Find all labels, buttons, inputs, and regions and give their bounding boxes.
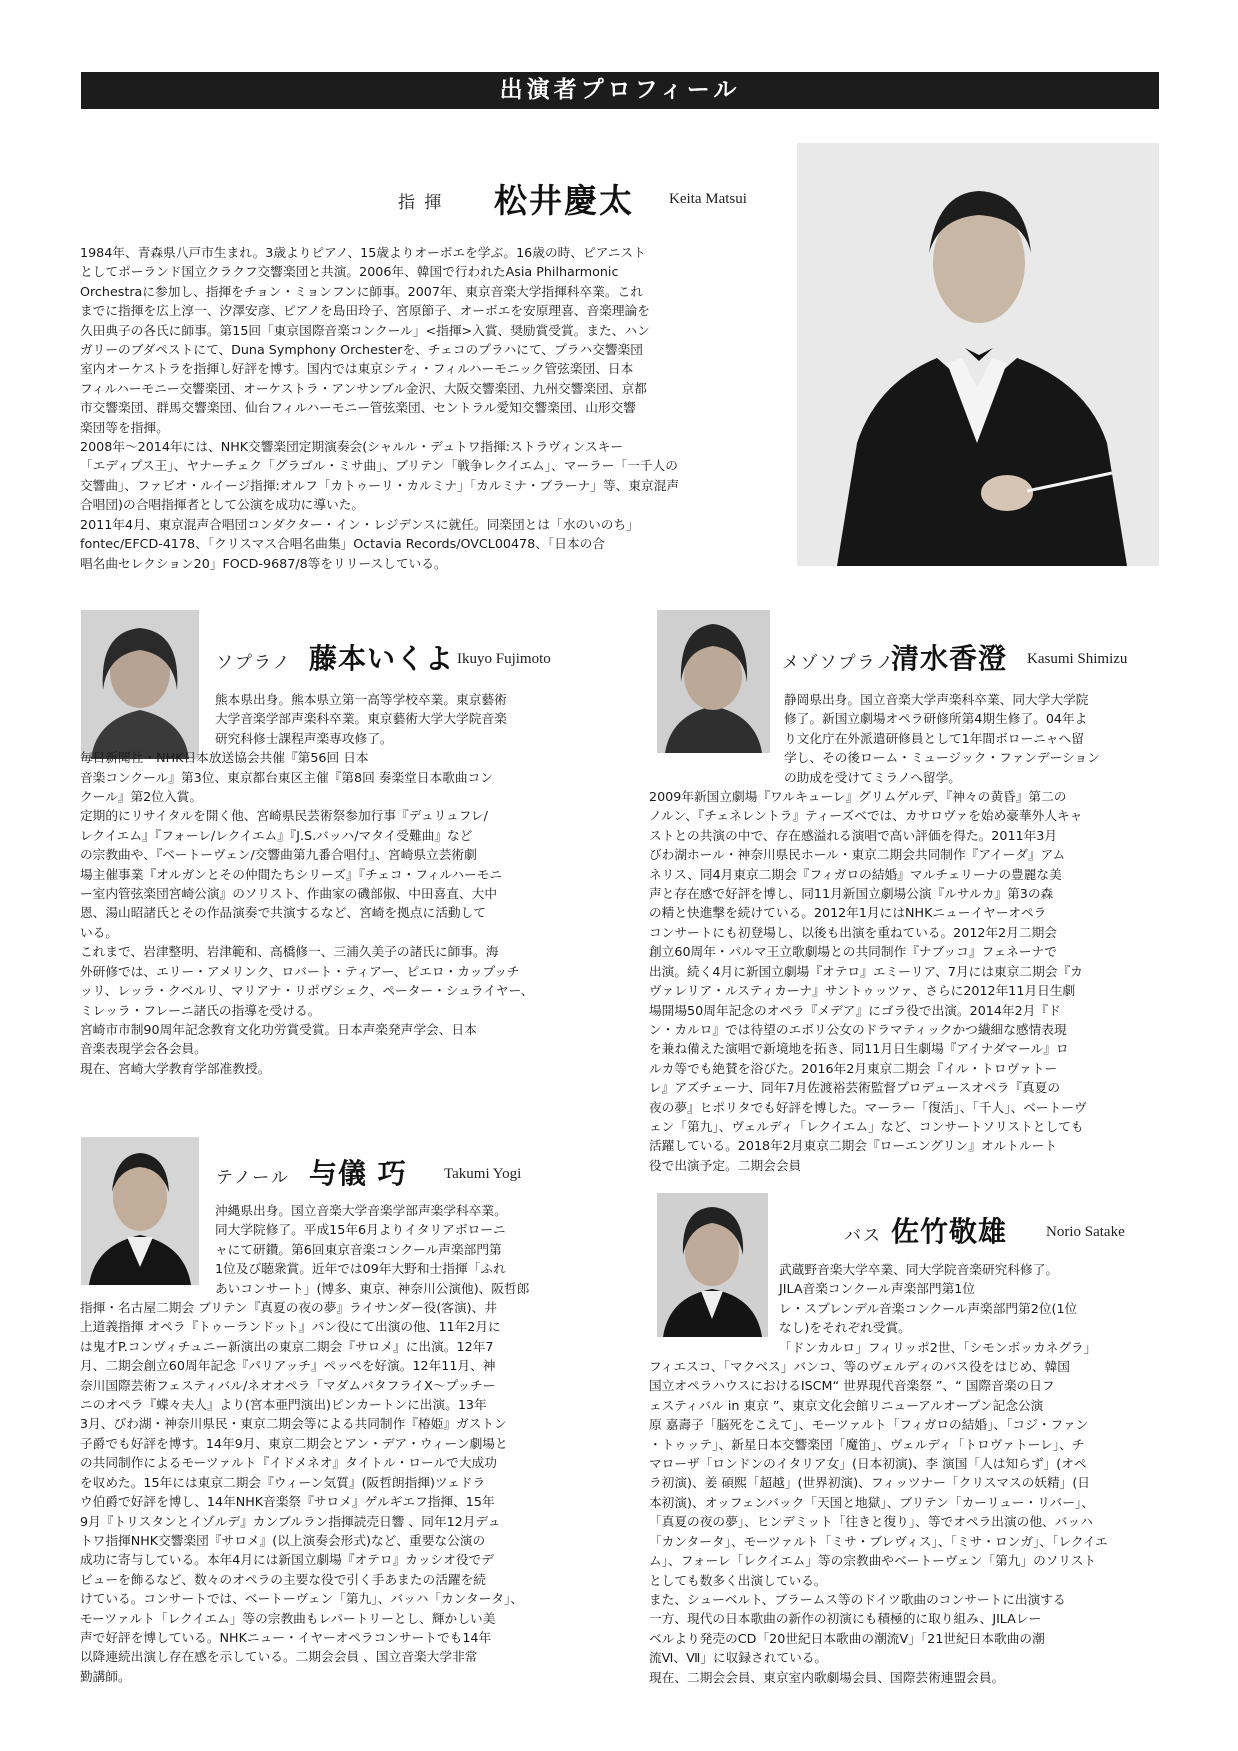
- tenor-name: 与儀 巧: [309, 1157, 407, 1190]
- soprano-bio-line: ッリ、レッラ・クベルリ、マリアナ・リポヴシェク、ペーター・シュライヤー、: [80, 983, 534, 999]
- soprano-bio-line: 宮崎市市制90周年記念教育文化功労賞受賞。日本声楽発声学会、日本: [80, 1021, 477, 1037]
- conductor-bio-line: 久田典子の各氏に師事。第15回「東京国際音楽コンクール」<指揮>入賞、奨励賞受賞。また、ハン: [80, 322, 650, 338]
- mezzo-bio-line: 役で出演予定。二期会会員: [649, 1157, 802, 1173]
- mezzo-bio-line: ェン「第九」、ヴェルディ「レクイエム」など、コンサートソリストとしても: [649, 1118, 1084, 1134]
- conductor-bio-line: 唱名曲セレクション20」FOCD-9687/8等をリリースしている。: [80, 555, 447, 571]
- soprano-bio-line: 音楽コンクール』第3位、東京都台東区主催『第8回 奏楽堂日本歌曲コン: [80, 769, 493, 785]
- tenor-bio-line: 指揮・名古屋二期会 ブリテン『真夏の夜の夢』ライサンダー役(客演)、井: [80, 1300, 498, 1316]
- mezzo-bio-line: 夜の夢』ヒポリタでも好評を博した。マーラー「復活」、「千人」、ベートーヴ: [649, 1099, 1087, 1115]
- mezzo-roman-name: Kasumi Shimizu: [1027, 651, 1128, 667]
- bass-bio-line: 一方、現代の日本歌曲の新作の初演にも積極的に取り組み、JILAレー: [649, 1611, 1042, 1627]
- conductor-bio-line: 1984年、青森県八戸市生まれ。3歳よりピアノ、15歳よりオーボエを学ぶ。16歳の時、ピアニスト: [80, 245, 646, 260]
- bass-bio-line: ・トゥッテ」、新星日本交響楽団「魔笛」、ヴェルディ「トロヴァトーレ」、チ: [649, 1436, 1085, 1452]
- mezzo-bio-line: 活躍している。2018年2月東京二期会『ローエングリン』オルトルート: [649, 1138, 1058, 1154]
- conductor-role: 指 揮: [398, 193, 444, 213]
- soprano-bio-line: 毎日新聞社・NHK日本放送協会共催『第56回 日本: [80, 750, 369, 766]
- tenor-bio-line: けている。コンサートでは、ベートーヴェン「第九」、バッハ「カンタータ」、: [80, 1591, 524, 1607]
- mezzo-bio-line: り文化庁在外派遣研修員として1年間ボローニャへ留: [784, 730, 1084, 746]
- mezzo-role: メゾソプラノ: [782, 653, 895, 673]
- mezzo-bio-line: レ』アズチェーナ、同年7月佐渡裕芸術監督プロデュースオペラ『真夏の: [649, 1080, 1061, 1096]
- mezzo-bio-line: 修了。新国立劇場オペラ研修所第4期生修了。04年よ: [784, 711, 1088, 727]
- mezzo-bio-line: ノルン、『チェネレントラ』ティーズベでは、カサロヴァを始め豪華外人キャ: [649, 808, 1083, 824]
- tenor-bio: [80, 1201, 580, 1686]
- conductor-bio-line: Orchestraに参加し、指揮をチョン・ミョンフンに師事。2007年、東京音楽大学指揮科卒業。これ: [80, 283, 643, 299]
- soprano-bio-line: クール』第2位入賞。: [80, 789, 203, 805]
- tenor-bio-line: 同大学院修了。平成15年6月よりイタリアボローニ: [215, 1222, 506, 1238]
- conductor-name: 松井慶太: [494, 181, 634, 220]
- tenor-bio-line: あいコンサート」(博多、東京、神奈川公演他)、阪哲郎: [215, 1280, 530, 1296]
- bass-bio-line: フィエスコ、「マクベス」バンコ、等のヴェルディのバス役をはじめ、韓国: [649, 1359, 1070, 1375]
- bass-bio-line: ェスティバル in 東京 ”、東京文化会館リニューアルオープン記念公演: [649, 1397, 1044, 1413]
- conductor-bio-line: 2011年4月、東京混声合唱団コンダクター・イン・レジデンスに就任。同楽団とは「水のいのち」: [80, 516, 639, 532]
- conductor-bio-line: 交響曲」、ファビオ・ルイージ指揮:オルフ「カトゥーリ・カルミナ」「カルミナ・ブラーナ」等、東京混声: [80, 477, 680, 493]
- mezzo-bio-line: 創立60周年・パルマ王立歌劇場との共同制作『ナブッコ』フェネーナで: [649, 944, 1057, 960]
- mezzo-bio-line: の助成を受けてミラノへ留学。: [784, 769, 961, 785]
- tenor-role: テノール: [216, 1168, 290, 1188]
- soprano-name: 藤本いくよ: [309, 642, 455, 675]
- tenor-bio-line: 勤講師。: [80, 1668, 131, 1684]
- bass-bio-line: なし)をそれぞれ受賞。: [779, 1320, 911, 1336]
- soprano-bio: [80, 690, 580, 1078]
- tenor-bio-line: を収めた。15年には東京二期会『ウィーン気質』(阪哲朗指揮)ツェドラ: [80, 1474, 486, 1490]
- tenor-bio-line: 以降連続出演し存在感を示している。二期会会員 、国立音楽大学非常: [80, 1649, 478, 1665]
- section-title: 出演者プロフィール: [81, 72, 1159, 109]
- mezzo-bio-line: を兼ね備えた演唱で新境地を拓き、同11月日生劇場『アイナダマール』ロ: [649, 1041, 1069, 1057]
- conductor-bio: [80, 243, 780, 573]
- tenor-bio-line: の共同制作によるモーツァルト『イドメネオ』タイトル・ロールで大成功: [80, 1455, 497, 1471]
- soprano-bio-line: 場主催事業『オルガンとその仲間たちシリーズ』『チェコ・フィルハーモニ: [80, 866, 503, 882]
- soprano-bio-line: 現在、宮崎大学教育学部准教授。: [80, 1060, 271, 1076]
- tenor-bio-line: 沖縄県出身。国立音楽大学音楽学部声楽学科卒業。: [215, 1203, 507, 1218]
- tenor-bio-line: ニのオペラ『蝶々夫人』より(宮本亜門演出)ピンカートンに出演。13年: [80, 1397, 487, 1413]
- bass-bio-line: 「カンタータ」、モーツァルト「ミサ・ブレヴィス」、「ミサ・ロンガ」、「レクイエ: [649, 1533, 1108, 1549]
- conductor-bio-line: フィルハーモニー交響楽団、オーケストラ・アンサンブル金沢、大阪交響楽団、九州交響楽団、京都: [80, 380, 647, 396]
- conductor-photo: [797, 143, 1159, 566]
- mezzo-bio-line: の精と快進撃を続けている。2012年1月にはNHKニューイヤーオペラ: [649, 905, 1047, 921]
- bass-bio-line: としても数多く出演している。: [649, 1572, 827, 1588]
- mezzo-bio-line: ネリス、同4月東京二期会『フィガロの結婚』マルチェリーナの豊麗な美: [649, 866, 1062, 882]
- tenor-bio-line: 声で好評を博している。NHKニュー・イヤーオペラコンサートでも14年: [80, 1629, 492, 1645]
- soprano-role: ソプラノ: [216, 653, 292, 673]
- mezzo-name: 清水香澄: [891, 642, 1008, 675]
- conductor-bio-line: 楽団等を指揮。: [80, 419, 169, 435]
- soprano-bio-line: 音楽表現学会各会員。: [80, 1041, 207, 1057]
- conductor-roman-name: Keita Matsui: [669, 191, 747, 207]
- soprano-bio-line: 熊本県出身。熊本県立第一高等学校卒業。東京藝術: [215, 692, 507, 707]
- soprano-bio-line: これまで、岩津整明、岩津範和、高橋修一、三浦久美子の諸氏に師事。海: [80, 944, 499, 960]
- soprano-bio-line: 研究科修士課程声楽専攻修了。: [215, 730, 393, 746]
- tenor-bio-line: は鬼才P.コンヴィチュニー新演出の東京二期会『サロメ』に出演。12年7: [80, 1338, 494, 1354]
- tenor-bio-line: トワ指揮NHK交響楽団『サロメ』(以上演奏会形式)など、重要な公演の: [80, 1532, 486, 1548]
- tenor-bio-line: 奈川国際芸術フェスティバル/ネオオペラ「マダムバタフライX～プッチー: [80, 1377, 496, 1393]
- soprano-bio-line: 大学音楽学部声楽科卒業。東京藝術大学大学院音楽: [215, 711, 507, 727]
- bass-bio-line: 現在、二期会会員、東京室内歌劇場会員、国際芸術連盟会員。: [649, 1669, 1005, 1685]
- mezzo-bio-line: 学し、その後ローム・ミュージック・ファンデーション: [784, 750, 1100, 766]
- conductor-bio-line: 「エディプス王」、ヤナーチェク「グラゴル・ミサ曲」、ブリテン「戦争レクイエム」、マーラー「一千人の: [80, 458, 678, 474]
- bass-bio-line: ラ初演)、姜 碩熙「超越」(世界初演)、フィッツナー「クリスマスの妖精」(日: [649, 1475, 1090, 1491]
- mezzo-bio-line: 声と存在感で好評を博し、同11月新国立劇場公演『ルサルカ』第3の森: [649, 886, 1054, 902]
- conductor-bio-line: fontec/EFCD-4178、「クリスマス合唱名曲集」Octavia Records/OVCL00478、「日本の合: [80, 536, 605, 552]
- tenor-bio-line: 上道義指揮 オペラ『トゥーランドット』パン役にて出演の他、11年2月に: [80, 1319, 501, 1335]
- mezzo-bio: [649, 690, 1159, 1175]
- tenor-bio-line: 子爵でも好評を博す。14年9月、東京二期会とアン・デア・ウィーン劇場と: [80, 1435, 508, 1451]
- bass-bio-line: 武蔵野音楽大学卒業、同大学院音楽研究科修了。: [779, 1262, 1059, 1277]
- mezzo-bio-line: ン・カルロ』では待望のエボリ公女のドラマティックかつ繊細な感情表現: [649, 1021, 1067, 1037]
- soprano-bio-line: 定期的にリサイタルを開く他、宮崎県民芸術祭参加行事『デュリュフレ/: [80, 808, 488, 824]
- mezzo-bio-line: 出演。続く4月に新国立劇場『オテロ』エミーリア、7月には東京二期会『カ: [649, 963, 1083, 979]
- tenor-bio-line: ウ伯爵で好評を博し、14年NHK音楽祭『サロメ』ゲルギエフ指揮、15年: [80, 1494, 495, 1510]
- mezzo-bio-line: 2009年新国立劇場『ワルキューレ』グリムゲルデ、『神々の黄昏』第二の: [649, 789, 1067, 805]
- tenor-roman-name: Takumi Yogi: [444, 1166, 522, 1182]
- conductor-bio-line: までに指揮を広上淳一、汐澤安彦、ピアノを島田玲子、宮原節子、オーボエを安原理喜、音楽理論を: [80, 303, 650, 319]
- mezzo-bio-line: 場開場50周年記念のオペラ『メデア』にゴラ役で出演。2014年2月『ド: [649, 1002, 1061, 1018]
- conductor-bio-line: としてポーランド国立クラクフ交響楽団と共演。2006年、韓国で行われたAsia Philharmonic: [80, 264, 619, 280]
- soprano-bio-line: ー室内管弦楽団宮崎公演』のソリスト、作曲家の磯部俶、中田喜直、大中: [80, 886, 498, 902]
- mezzo-bio-line: 静岡県出身。国立音楽大学声楽科卒業、同大学大学院: [784, 692, 1089, 707]
- bass-roman-name: Norio Satake: [1046, 1224, 1125, 1240]
- tenor-bio-line: 3月、びわ湖・神奈川県民・東京二期会等による共同制作『椿姫』ガストン: [80, 1416, 507, 1432]
- bass-bio-line: 「真夏の夜の夢」、ヒンデミット「往きと復り」、等でオペラ出演の他、バッハ: [649, 1514, 1093, 1530]
- tenor-bio-line: 1位及び聴衆賞。近年では09年大野和士指揮「ふれ: [215, 1261, 506, 1277]
- conductor-bio-line: 室内オーケストラを指揮し好評を博す。国内では東京シティ・フィルハーモニック管弦楽団、日本: [80, 361, 634, 377]
- conductor-bio-line: 合唱団)の合唱指揮者として公演を成功に導いた。: [80, 497, 365, 513]
- mezzo-bio-line: びわ湖ホール・神奈川県民ホール・東京二期会共同制作『アイーダ』アム: [649, 847, 1066, 863]
- tenor-bio-line: ビューを飾るなど、数々のオペラの主要な役で引く手あまたの活躍を続: [80, 1571, 486, 1587]
- soprano-bio-line: レクイエム』『フォーレ/レクイエム』『J.S.バッハ/マタイ受難曲』など: [80, 827, 473, 843]
- bass-bio-line: 本初演)、オッフェンバック「天国と地獄」、ブリテン「カーリュー・リバー」、: [649, 1494, 1094, 1510]
- soprano-bio-line: 恩、湯山昭諸氏とその作品演奏で共演するなど、宮崎を拠点に活動して: [80, 905, 486, 921]
- tenor-bio-line: 9月『トリスタンとイゾルデ』カンブルラン指揮読売日響 、同年12月デュ: [80, 1513, 501, 1529]
- conductor-bio-line: ガリーのブダペストにて、Duna Symphony Orchesterを、チェコのプラハにて、プラハ交響楽団: [80, 342, 643, 358]
- soprano-bio-line: の宗教曲や、『ベートーヴェン/交響曲第九番合唱付』、宮崎県立芸術劇: [80, 847, 477, 863]
- soprano-bio-line: ミレッラ・フレーニ諸氏の指導を受ける。: [80, 1002, 321, 1018]
- tenor-bio-line: ャにて研鑽。第6回東京音楽コンクール声楽部門第: [215, 1241, 502, 1257]
- bass-bio-line: 原 嘉壽子「脳死をこえて」、モーツァルト「フィガロの結婚」、「コジ・ファン: [649, 1417, 1089, 1433]
- mezzo-bio-line: コンサートにも初登場し、以後も出演を重ねている。2012年2月二期会: [649, 924, 1057, 940]
- bass-bio-line: 流Ⅵ、Ⅶ」に収録されている。: [649, 1650, 828, 1666]
- bass-role: バス: [844, 1226, 882, 1246]
- soprano-bio-line: 外研修では、エリー・アメリンク、ロバート・ティアー、ピエロ・カップッチ: [80, 963, 520, 979]
- soprano-bio-line: いる。: [80, 924, 119, 940]
- bass-bio-line: 「ドンカルロ」フィリッポ2世、「シモンボッカネグラ」: [779, 1339, 1097, 1355]
- bass-bio-line: JILA音楽コンクール声楽部門第1位: [779, 1281, 976, 1297]
- bass-bio-line: 国立オペラハウスにおけるISCM“ 世界現代音楽祭 ”、“ 国際音楽の日フ: [649, 1378, 1055, 1394]
- mezzo-bio-line: ストとの共演の中で、存在感溢れる演唱で高い評価を得た。2011年3月: [649, 827, 1058, 843]
- bass-bio: [649, 1260, 1159, 1687]
- bass-bio-line: また、シューベルト、ブラームス等のドイツ歌曲のコンサートに出演する: [649, 1591, 1066, 1607]
- mezzo-bio-line: ルカ等でも絶賛を浴びた。2016年2月東京二期会『イル・トロヴァトー: [649, 1060, 1058, 1076]
- bass-bio-line: レ・スプレンデル音楽コンクール声楽部門第2位(1位: [779, 1300, 1078, 1316]
- conductor-bio-line: 市交響楽団、群馬交響楽団、仙台フィルハーモニー管弦楽団、セントラル愛知交響楽団、山形交響: [80, 400, 636, 416]
- conductor-bio-line: 2008年～2014年には、NHK交響楽団定期演奏会(シャルル・デュトワ指揮:ストラヴィンスキー: [80, 439, 624, 455]
- bass-bio-line: ベルより発売のCD「20世紀日本歌曲の潮流Ⅴ」「21世紀日本歌曲の潮: [649, 1630, 1045, 1646]
- tenor-bio-line: 成功に寄与している。本年4月には新国立劇場『オテロ』カッシオ役でデ: [80, 1552, 494, 1568]
- bass-bio-line: ム」、フォーレ「レクイエム」等の宗教曲やベートーヴェン「第九」のソリスト: [649, 1553, 1097, 1569]
- bass-name: 佐竹敬雄: [891, 1215, 1008, 1248]
- mezzo-bio-line: ヴァレリア・ルスティカーナ』サントゥッツァ、さらに2012年11月日生劇: [649, 983, 1076, 999]
- tenor-bio-line: 月、二期会創立60周年記念『パリアッチ』ペッペを好演。12年11月、神: [80, 1358, 496, 1374]
- tenor-bio-line: モーツァルト「レクイエム」等の宗教曲もレパートリーとし、輝かしい美: [80, 1610, 496, 1626]
- bass-bio-line: マローザ「ロンドンのイタリア女」(日本初演)、李 演国「人は知らず」(オペ: [649, 1456, 1087, 1472]
- soprano-roman-name: Ikuyo Fujimoto: [457, 651, 551, 667]
